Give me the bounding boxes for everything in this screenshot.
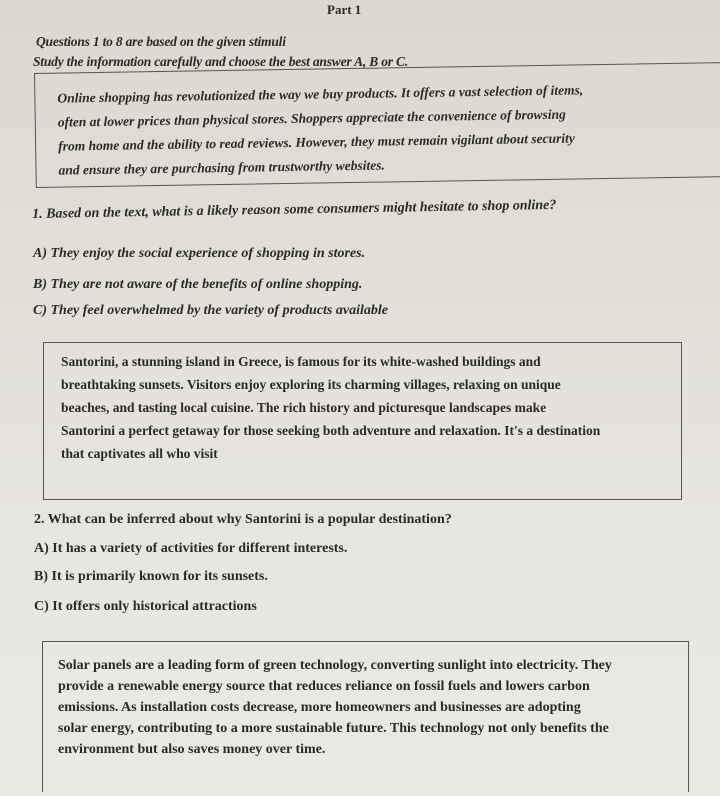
stimulus-1-line: Online shopping has revolutionized the way we buy products. It offers a vast selection of items, [57,82,584,106]
stimulus-2-line: breathtaking sunsets. Visitors enjoy exploring its charming villages, relaxing on unique [61,377,561,392]
question-1-option-a[interactable]: A) They enjoy the social experience of shopping in stores. [33,246,366,261]
stimulus-3-line: environment but also saves money over time. [58,742,326,757]
stimulus-1-line: from home and the ability to read reviews. However, they must remain vigilant about security [58,130,575,154]
question-2-option-b[interactable]: B) It is primarily known for its sunsets. [34,569,268,584]
stimulus-3-line: provide a renewable energy source that reduces reliance on fossil fuels and lowers carbon [58,679,590,694]
instructions-line-1: Questions 1 to 8 are based on the given stimuli [36,34,286,49]
instructions-line-2: Study the information carefully and choose the best answer A, B or C. [33,54,408,69]
question-1-option-b[interactable]: B) They are not aware of the benefits of online shopping. [33,277,363,292]
part-label: Part 1 [327,2,362,17]
stimulus-3-line: emissions. As installation costs decrease, more homeowners and businesses are adopting [58,700,581,715]
question-2-text: 2. What can be inferred about why Santorini is a popular destination? [34,512,452,527]
stimulus-box-3 [42,641,689,792]
stimulus-2-line: that captivates all who visit [61,446,218,461]
stimulus-1-line: and ensure they are purchasing from trustworthy websites. [58,157,385,178]
question-1-option-c[interactable]: C) They feel overwhelmed by the variety of products available [33,303,388,318]
stimulus-2-line: beaches, and tasting local cuisine. The rich history and picturesque landscapes make [61,400,547,415]
stimulus-1-line: often at lower prices than physical stores. Shoppers appreciate the convenience of browsing [57,106,566,130]
question-2-option-a[interactable]: A) It has a variety of activities for different interests. [34,541,348,556]
stimulus-box-1 [34,62,720,188]
question-1-text: 1. Based on the text, what is a likely reason some consumers might hesitate to shop online? [32,197,557,222]
stimulus-2-line: Santorini, a stunning island in Greece, is famous for its white-washed buildings and [61,354,541,369]
stimulus-3-line: solar energy, contributing to a more sustainable future. This technology not only benefits the [58,721,609,736]
stimulus-box-2 [43,342,682,500]
question-2-option-c[interactable]: C) It offers only historical attractions [34,599,257,614]
stimulus-3-line: Solar panels are a leading form of green technology, converting sunlight into electricity. They [58,658,612,673]
stimulus-2-line: Santorini a perfect getaway for those seeking both adventure and relaxation. It's a destination [61,423,601,438]
